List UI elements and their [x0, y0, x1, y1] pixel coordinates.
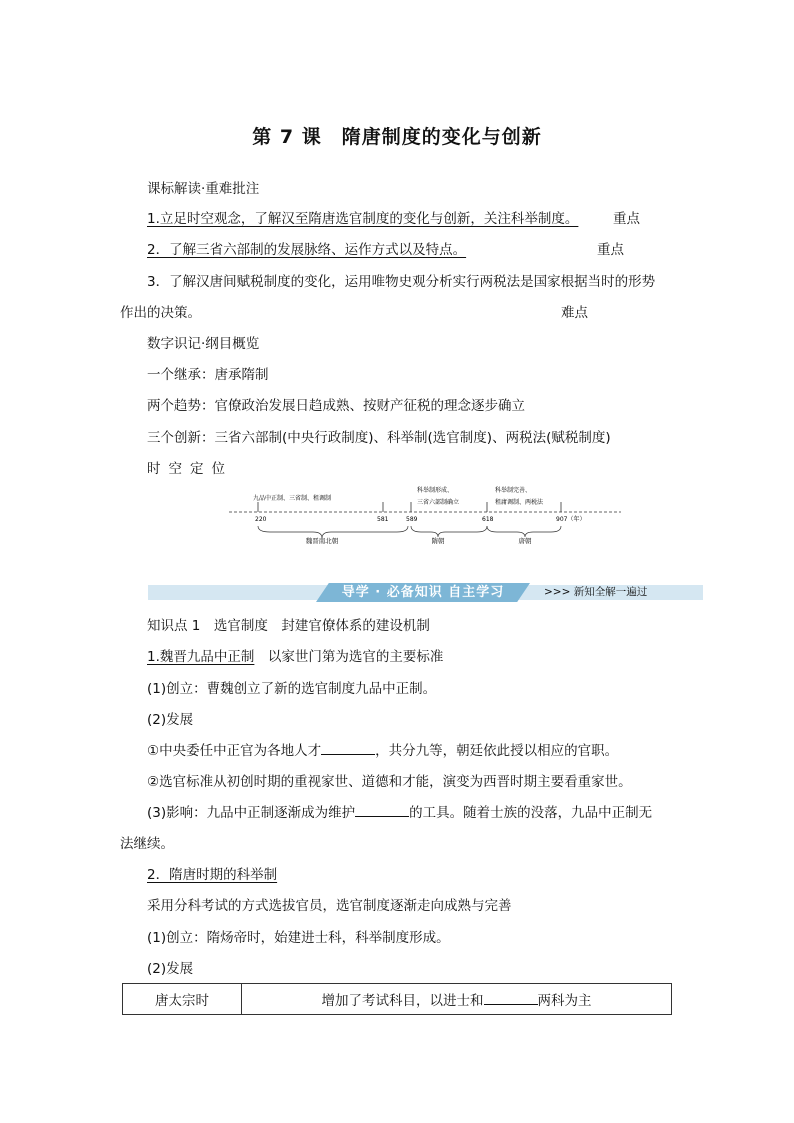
- curriculum-item-2: [147, 241, 466, 259]
- table-cell-content-post: 两科为主: [537, 993, 592, 1009]
- subsection-1-title-rest: 以家世门第为选官的主要标准: [254, 649, 444, 665]
- digital-one: 一个继承：唐承隋制: [147, 367, 269, 383]
- tag-key-point-1: 重点: [613, 211, 640, 227]
- subsection-1-title-text: 1.魏晋九品中正制: [147, 649, 255, 665]
- event-label-1: 九品中正制、三省制、租调制: [253, 495, 332, 502]
- subsection-2-title: [147, 866, 277, 884]
- curriculum-item-2-text: 2．了解三省六部制的发展脉络、运作方式以及特点。: [147, 242, 467, 258]
- timeline-diagram: [225, 480, 625, 546]
- tick-label-618: 618: [482, 516, 494, 523]
- curriculum-item-3-line-1: 3．了解汉唐间赋税制度的变化，运用唯物史观分析实行两税法是国家根据当时的形势: [147, 274, 656, 290]
- section-banner-subtitle: [544, 585, 647, 600]
- fill-blank-1[interactable]: [321, 742, 375, 755]
- sub1-impact-line-2: 法继续。: [120, 836, 174, 852]
- development-table: [122, 983, 672, 1015]
- sub1-impact: [147, 804, 652, 822]
- sub1-develop-item-2: ②选官标准从初创时期的重视家世、道德和才能，演变为西晋时期主要看重家世。: [147, 774, 632, 790]
- timeline-heading: 时空定位: [147, 461, 233, 477]
- section-banner-title: 导学 · 必备知识 自主学习: [341, 585, 505, 600]
- bracket-tang: [487, 526, 561, 537]
- digital-three: 三个创新：三省六部制(中央行政制度)、科举制(选官制度)、两税法(赋税制度): [147, 430, 611, 446]
- page-title: 第 7 课 隋唐制度的变化与创新: [252, 126, 542, 148]
- period-label-tang: 唐朝: [518, 537, 532, 545]
- digital-heading: 数字识记·纲目概览: [147, 336, 260, 352]
- curriculum-item-1-text: 1.立足时空观念，了解汉至隋唐选官制度的变化与创新，关注科举制度。: [147, 211, 579, 227]
- sub1-impact-post: 的工具。随着士族的没落，九品中正制无: [409, 805, 653, 821]
- sub1-develop-item-1-post: ，共分九等，朝廷依此授以相应的官职。: [375, 743, 619, 759]
- tag-key-point-2: 重点: [597, 242, 624, 258]
- digital-two: 两个趋势：官僚政治发展日趋成熟、按财产征税的理念逐步确立: [147, 398, 525, 414]
- sub1-develop: (2)发展: [147, 712, 194, 728]
- table-cell-content-pre: 增加了考试科目，以进士和: [321, 993, 484, 1009]
- tick-label-220: 220: [255, 516, 267, 523]
- tag-difficult-point: 难点: [561, 305, 588, 321]
- table-cell-content: [242, 984, 672, 1015]
- curriculum-item-3-line-2: 作出的决策。: [120, 305, 201, 321]
- sub1-develop-item-1-pre: ①中央委任中正官为各地人才: [147, 743, 322, 759]
- sub1-develop-item-1: [147, 742, 618, 760]
- triple-chevron-icon: >>>: [544, 586, 571, 598]
- sub2-summary: 采用分科考试的方式选拔官员，选官制度逐渐走向成熟与完善: [147, 898, 512, 914]
- section-banner-subtitle-text: 新知全解一遍过: [573, 586, 648, 598]
- period-label-wei-jin: 魏晋南北朝: [305, 537, 339, 545]
- table-cell-era: 唐太宗时: [123, 984, 242, 1015]
- tick-label-581: 581: [377, 516, 389, 523]
- subsection-2-title-text: 2．隋唐时期的科举制: [147, 867, 278, 883]
- period-label-sui: 隋朝: [431, 537, 445, 545]
- tick-label-907: 907（年）: [556, 516, 586, 523]
- sub1-impact-pre: (3)影响：九品中正制逐渐成为维护: [147, 805, 356, 821]
- table-row: [123, 984, 672, 1015]
- tick-label-589: 589: [406, 516, 418, 523]
- event-label-2: 科举制形成、: [417, 487, 454, 494]
- bracket-sui: [411, 526, 487, 537]
- knowledge-point-heading: 知识点 1 选官制度 封建官僚体系的建设机制: [147, 618, 430, 634]
- event-label-3: 三省六部制确立: [417, 499, 460, 506]
- sub1-create: (1)创立：曹魏创立了新的选官制度九品中正制。: [147, 681, 437, 697]
- event-label-5: 租庸调制、两税法: [495, 499, 544, 506]
- fill-blank-3[interactable]: [484, 992, 538, 1005]
- event-label-4: 科举制完善、: [495, 487, 532, 494]
- subsection-1-title: [147, 648, 443, 666]
- curriculum-item-1: [147, 210, 578, 228]
- sub2-develop: (2)发展: [147, 961, 194, 977]
- fill-blank-2[interactable]: [355, 804, 409, 817]
- sub2-create: (1)创立：隋炀帝时，始建进士科，科举制度形成。: [147, 930, 450, 946]
- curriculum-heading: 课标解读·重难批注: [147, 181, 260, 197]
